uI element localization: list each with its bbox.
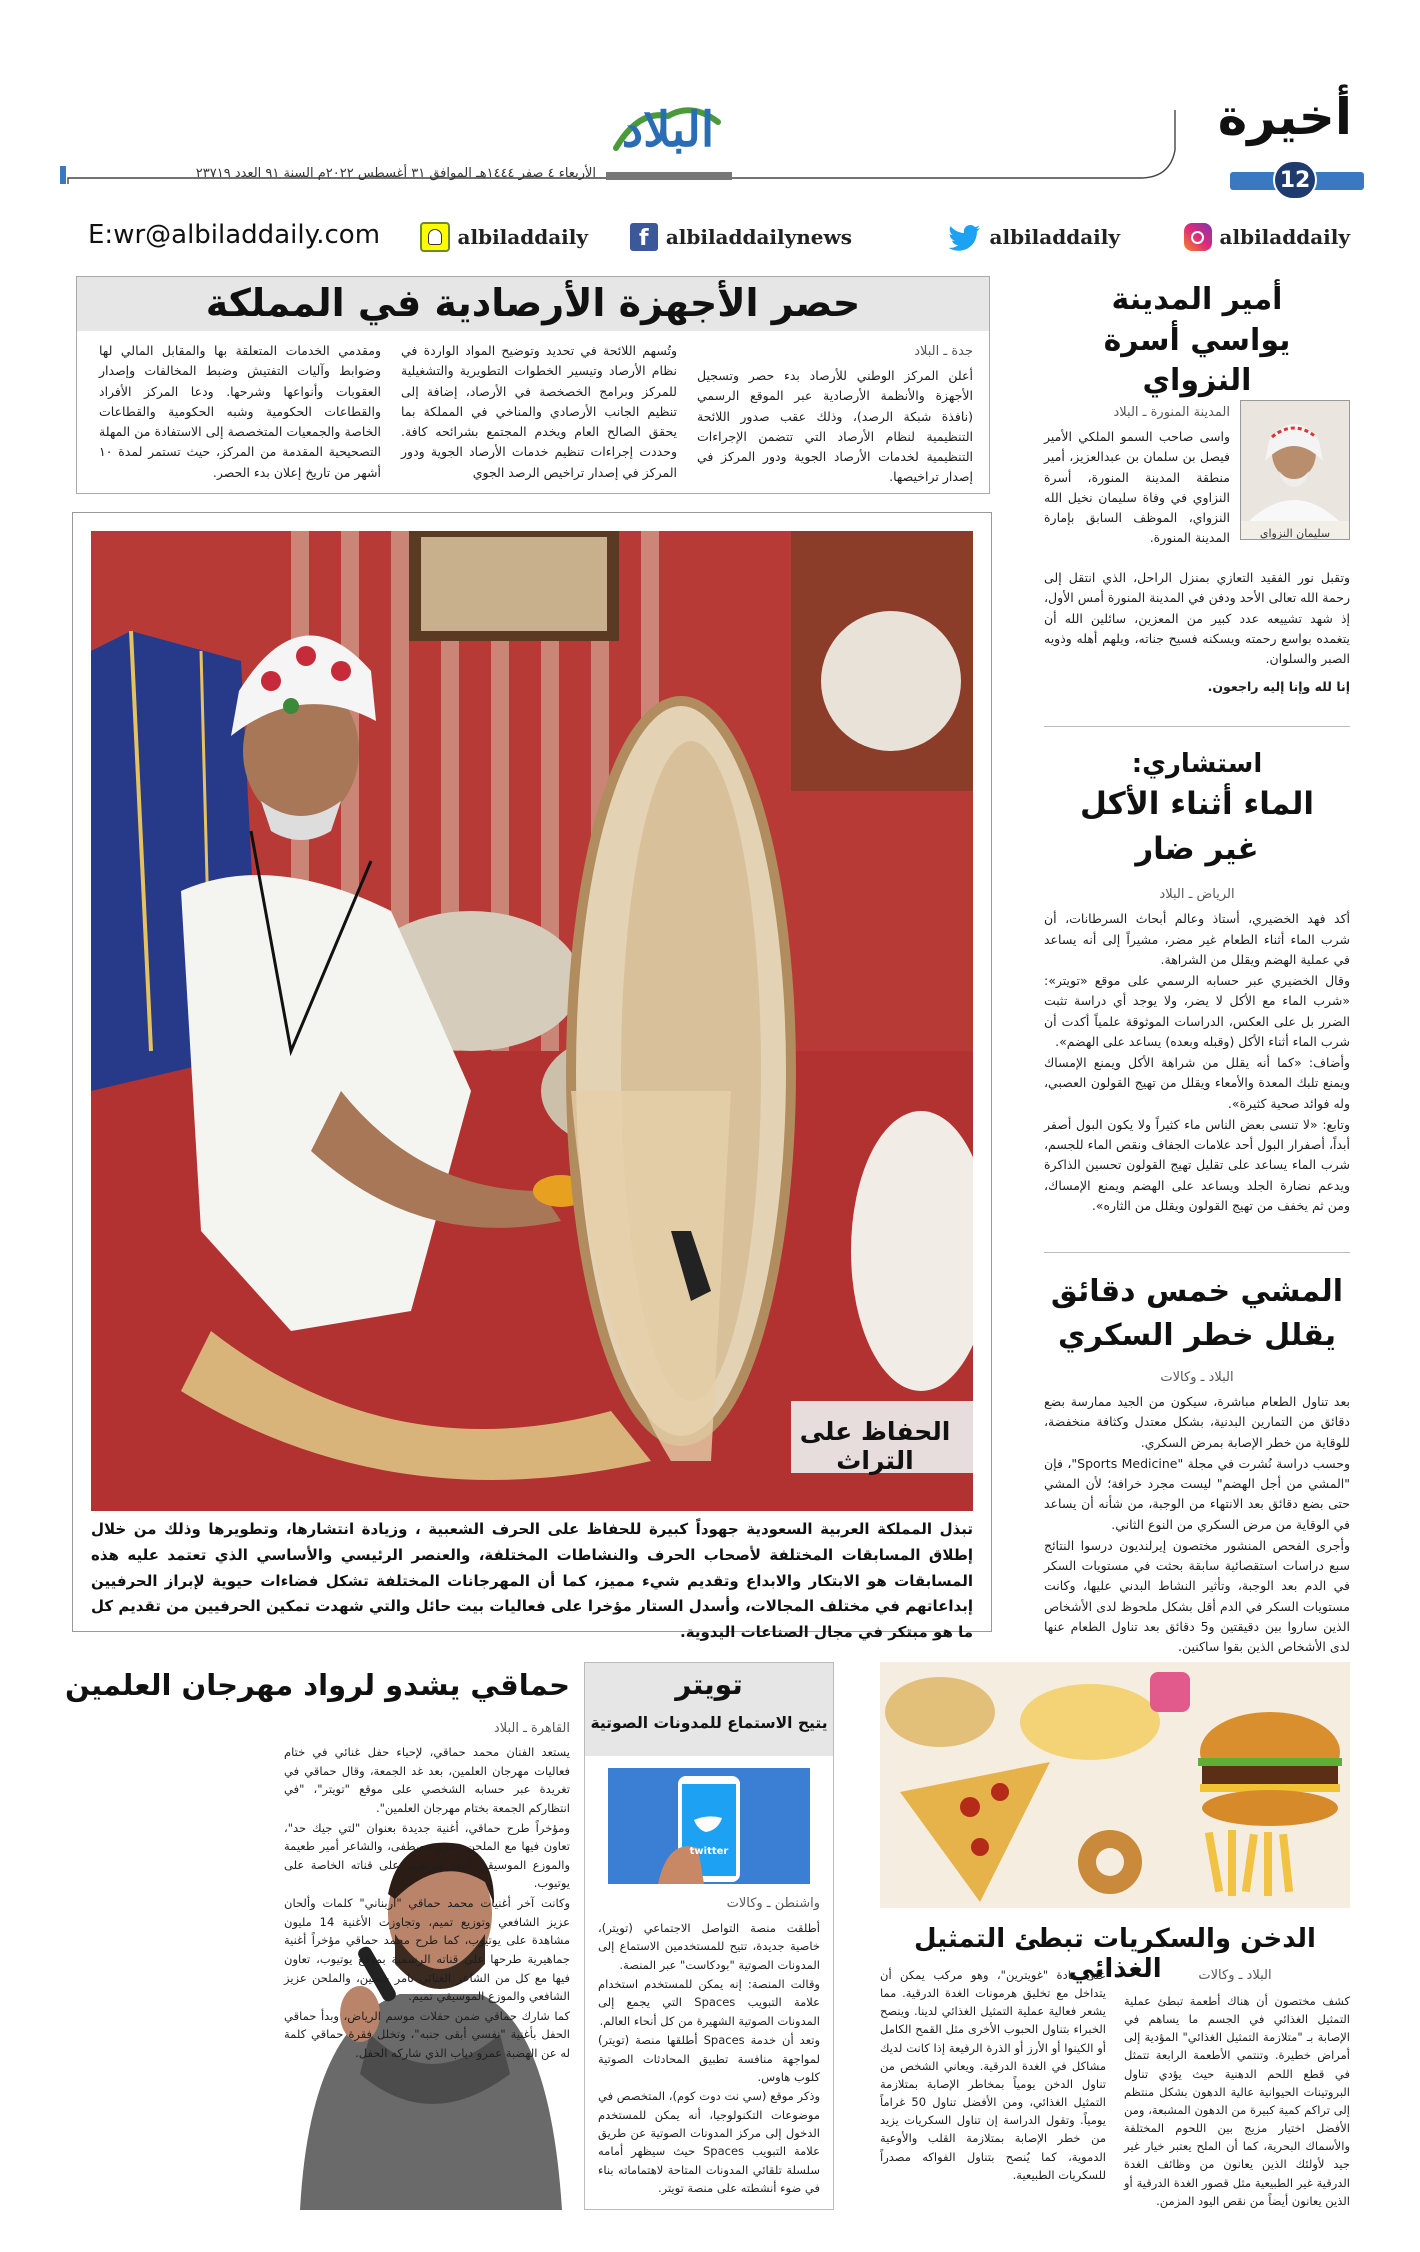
condolence-photo-caption: سليمان النزواي (1259, 527, 1331, 540)
condolence-body-wrap (1044, 402, 1230, 550)
divider (1044, 1252, 1350, 1253)
twitter-story (584, 1662, 834, 2210)
walking-body (1044, 1367, 1350, 1657)
water-headline-2: غير ضار (1135, 831, 1259, 868)
twitter-headline: يتيح الاستماع للمدونات الصوتية (590, 1714, 828, 1732)
walking-headline-2: يقلل خطر السكري (1058, 1317, 1336, 1353)
water-paragraph: أكد فهد الخضيري، أستاذ وعالم أبحاث السرطانات، أن شرب الماء أثناء الطعام غير مضر، مشيراً إلى أنه يساعد في عملية الهضم ويقلل من الشراهة. (1044, 911, 1350, 967)
twitter-dateline: واشنطن ـ وكالات (726, 1896, 820, 1911)
water-kicker: استشاري: (1131, 749, 1263, 779)
instagram-icon (1184, 223, 1212, 251)
twitter-paragraph: أطلقت منصة التواصل الاجتماعي (تويتر)، خاصية جديدة، تتيح للمستخدمين الاستماع إلى المدونات الصوتية "بودكاست" عبر المنصة. (598, 1920, 820, 1972)
feature-overlay-title: الحفاظ على التراث (799, 1417, 951, 1475)
social-bar (0, 212, 1420, 262)
water-body (1044, 884, 1350, 1216)
lead-story (76, 276, 990, 494)
twitter-paragraph: وتعد أن خدمة Spaces أطلقها منصة (تويتر) لمواجهة منافسة تطبيق المحادثات الصوتية كلوب هاوس. (598, 2033, 820, 2084)
condolence-closing: إنا لله وإنا إليه راجعون. (1207, 679, 1350, 695)
logo-text: البلاد (621, 102, 715, 158)
lead-dateline: جدة ـ البلاد (914, 344, 973, 359)
social-facebook[interactable] (630, 220, 852, 254)
concert-paragraph: كما شارك حماقي ضمن حفلات موسم الرياض، وبدأ حماقي الحفل بأغنية "نفسي أبقى جنبه"، وتخلل فقرة حماقي كلمة له عن الهضبة عمرو دياب الذي شاركه الحفل. (284, 2008, 570, 2061)
feature-caption: تبذل المملكة العربية السعودية جهوداً كبيرة للحفاظ على الحرف الشعبية ، وزيادة انتشارها، وتطويرها وذلك من خلال إطلاق المسابقات المختلفة لأصحاب الحرف والنشاطات المختلفة، والعنصر الرئيسي والأساسي الذي تعتمد عليه هذه المسابقات هو الابتكار والابداع وتقديم شيء مميز، كما أن المهرجانات المختلفة تشكل فضاءات حيوية لإبراز الحرفيين إبداعاتهم في مختلف المجالات، وأسدل الستار مؤخرا على فعاليات بيت حائل والتي شهدت تمكين الحرفيين من تقديم كل ما هو مبتكر في مجال الصناعات اليدوية. (91, 1520, 973, 1642)
issue-dateline: الأربعاء ٤ صفر ١٤٤٤هـ الموافق ٣١ أغسطس ٢٠٢٢م السنة ٩١ العدد ٢٣٧١٩ (195, 166, 596, 181)
feature-photo (91, 531, 973, 1511)
walking-dateline: البلاد ـ وكالات (1160, 1370, 1234, 1385)
facebook-handle: albiladdailynews (665, 225, 852, 249)
walking-paragraph: بعد تناول الطعام مباشرة، سيكون من الجيد ممارسة بضع دقائق من التمارين البدنية، بشكل معتدل وكثافة منخفضة، للوقاية من خطر الإصابة بمرض السكري. (1044, 1394, 1350, 1450)
social-twitter[interactable] (948, 220, 1120, 254)
condolence-body-full-text: وتقبل نور الفقيد التعازي بمنزل الراحل، الذي انتقل إلى رحمة الله تعالى الأحد ودفن في المدينة المنورة أمس الأول، إذ شهد تشييعه عدد كبير من المعزين، سائلين الله أن يتغمده بواسع رحمته ويسكنه فسيح جناته، ويلهم أهله وذويه الصبر والسلوان. (1044, 570, 1350, 666)
divider (1044, 726, 1350, 727)
lead-col-2 (401, 341, 677, 484)
social-instagram[interactable] (1184, 220, 1350, 254)
junk-food-image (880, 1662, 1350, 1908)
twitter-photo-label: twitter (689, 1846, 729, 1857)
masthead (0, 0, 1420, 210)
lead-col-1 (697, 341, 973, 489)
water-paragraph: وأضاف: «كما أنه يقلل من شراهة الأكل ويمنع الإمساك ويمنع تلبك المعدة والأمعاء ويقلل من تهيج القولون العصبي، وله فوائد صحية كثيرة». (1044, 1055, 1350, 1111)
craftsman-drum-image (91, 531, 973, 1511)
lead-col-3-text: ومقدمي الخدمات المتعلقة بها والمقابل المالي لها وضوابط وآليات التفتيش وضبط المخالفات وإصدار العقوبات وأنواعها وشرحها. ودعا المركز الأفراد والقطاعات الحكومية وشبه الحكومية والقطاعات الخاصة والجمعيات المتخصصة إلى الاستفادة من المهلة التصحيحية المقدمة من المركز، حيث تستمر لمدة ١٠ أشهر من تاريخ إعلان بدء الحصر. (99, 343, 381, 480)
food-photo (880, 1662, 1350, 1908)
concert-headline: حماقي يشدو لرواد مهرجان العلمين (65, 1668, 570, 1702)
concert-story (65, 1662, 570, 2210)
water-dateline: الرياض ـ البلاد (1159, 887, 1235, 903)
concert-paragraph: يستعد الفنان محمد حماقي، لإحياء حفل غنائي في ختام فعاليات مهرجان العلمين، بعد غد الجمعة، وقال حماقي في تغريدة عبر حسابه الشخصي على موقع "تويتر"، "في انتظاركم الجمعة بختام مهرجان العلمين". (284, 1745, 570, 1815)
walking-story (1044, 1270, 1350, 1655)
snapchat-icon (420, 222, 450, 252)
metabolism-col-left: على مادة "غويترين"، وهو مركب يمكن أن يتداخل مع تخليق هرمونات الغدة الدرقية. مما يشعر فعالية عملية التمثيل الغذائي لدينا. وينصح الخبراء بتناول الحبوب الأخرى مثل القمح الكامل أو الكينوا أو الأرز أو الذرة الرفيعة إذا كانت لديك مشاكل في الغدة الدرقية. ويعاني الشخص من تناول الدخن يومياً بمخاطر الإصابة بمتلازمة التمثيل الغذائي، ومن الأفضل تناول 50 غراماً يومياً. وتقول الدراسة إن تناول السكريات يزيد من خطر الإصابة بمتلازمة القلب والأوعية الدموية، كما يُنصح بتناول الفواكه مصدراً للسكريات الطبيعية. (880, 1968, 1106, 2182)
walking-headline-1: المشي خمس دقائق (1050, 1274, 1344, 1309)
twitter-handle: albiladdaily (989, 225, 1120, 249)
snapchat-handle: albiladdaily (457, 225, 588, 249)
instagram-handle: albiladdaily (1219, 225, 1350, 249)
concert-dateline: القاهرة ـ البلاد (493, 1721, 570, 1736)
email-address[interactable]: E:wr@albiladdaily.com (88, 220, 381, 250)
metabolism-story (880, 1662, 1350, 2210)
portrait-image (1240, 401, 1349, 521)
water-paragraph: وقال الخضيري عبر حسابه الرسمي على موقع «تويتر»: «شرب الماء مع الأكل لا يضر، ولا يوجد أي دراسة تثبت الضرر بل على العكس، الدراسات الموثوقة علمياً أكدت أن شرب الماء أثناء الأكل (وقبله وبعده) يساعد على الهضم». (1044, 973, 1350, 1049)
condolence-story (1044, 280, 1350, 710)
metabolism-dateline: البلاد ـ وكالات (1198, 1968, 1272, 1983)
concert-paragraph: ومؤخراً طرح حماقي، أغنية جديدة بعنوان "لتي جيك حد"، تعاون فيها مع الملحن عمرو مصطفى، والشاعر أمير طعيمة والموزع الموسيقي أحمد إبراهيم، على قناته الخاصة على يوتيوب. (284, 1820, 570, 1891)
concert-paragraph: وكانت آخر أغنيات محمد حماقي "أربناني" كلمات وألحان عزيز الشافعي وتوزيع تميم، وتجاوزت الأغنية 14 مليون مشاهدة على يوتيوب، كما طرح محمد حماقي مؤخراً أغنية جماهيرية طرحها على قناته الرسمية بموقع يوتيوب، تعاون فيها مع كل من الشاعر الغنائي تامر حسين، والملحن عزيز الشافعي والموزع الموسيقي تميم. (284, 1896, 570, 2004)
condolence-dateline: المدينة المنورة ـ البلاد (1113, 405, 1230, 420)
condolence-headline-1: أمير المدينة (1111, 282, 1283, 317)
metabolism-col-right: كشف مختصون أن هناك أطعمة تبطئ عملية التمثيل الغذائي في الجسم ما يساهم في الإصابة بـ "متلازمة التمثيل الغذائي" المؤدية إلى أمراض خطيرة. وتنتمي الأطعمة الرابعة تتمثل في قطع اللحم الدهنية حيث يؤدي تناول البروتينات الحيوانية عالية الدهون بشكل منتظم إلى تراكم كمية كبيرة من الدهون المشبعة، ومن الأفضل اختيار مزيج بين اللحوم المختلفة والأسماك البحرية، كما أن الملح يعتبر خيار غير جيد لأولئك الذين يعانون من وظائف الغدة الدرقية غير الطبيعية مثل قصور الغدة الدرقية أو الذين يعانون أيضاً من نقص اليود المزمن. (1124, 1994, 1350, 2208)
lead-col-2-text: وتُسهم اللائحة في تحديد وتوضيح المواد الواردة في نظام الأرصاد وتيسير الخطوات التطويرية والتشغيلية للمركز وبرامج الخصخصة في الأرصاد، إضافة إلى تنظيم الجانب الأرصادي والمناخي في المملكة بما يحقق الصالح العام ويخدم المجتمع بشرائحه كافة. وحددت إجراءات تنظيم خدمات الأرصاد الجوية ودور المركز في إصدار تراخيص الرصد الجوي (401, 343, 677, 480)
water-paragraph: وتابع: «لا تنسى بعض الناس ماء كثيراً ولا يكون البول أصفر أبداً، أصفرار البول أحد علامات الجفاف ونقص الماء للجسم، شرب الماء يساعد على تقليل تهيج القولون تحسين الذاكرة ويدعم نضارة الجلد ويساعد على الهضم ويمنع الإمساك، ومن ثم يخفف من تهيج القولون ويقلل من الثاره». (1044, 1116, 1350, 1213)
walking-paragraph: وحسب دراسة نُشرت في مجلة "Sports Medicine"، فإن "المشي من أجل الهضم" ليست مجرد خرافة؛ لأن المشي حتى بضع دقائق بعد الانتهاء من الوجبة، من شأنه أن يساعد في الوقاية من مرض السكري من النوع الثاني. (1044, 1455, 1350, 1532)
condolence-body-full (1044, 568, 1350, 699)
twitter-kicker: تويتر (675, 1668, 743, 1701)
lead-col-1-text: أعلن المركز الوطني للأرصاد بدء حصر وتسجيل الأجهزة والأنظمة الأرصادية عبر الموقع الرسمي (نافذة شبكة الرصد)، وذلك عقب صدور اللائحة التنظيمية لنظام الأرصاد التي تتضمن الإجراءات التنظيمية لخدمات الأرصاد الجوية ودور المركز في إصدار تراخيصها. (697, 368, 973, 485)
twitter-box-border (584, 1662, 834, 2210)
condolence-headline-2: يواسي أسرة النزواي (1103, 322, 1291, 398)
walking-paragraph: وأجرى الفحص المنشور مختصون إيرلنديون درسوا النتائج سبع دراسات استقصائية سابقة بحثت في مستويات السكر في الدم بعد الوجبة، وتأثير النشاط البدني عليها، وكانت مستويات السكر في الدم أقل بشكل ملحوظ لدى الأشخاص الذين ساروا بين دقيقتين و5 دقائق بعد تناول الطعام عنها لدى الأشخاص الذين بقوا ساكنين. (1044, 1537, 1350, 1655)
lead-col-3 (99, 341, 381, 484)
water-headline-1: الماء أثناء الأكل (1080, 786, 1314, 823)
water-story (1044, 746, 1350, 1256)
condolence-photo (1240, 400, 1350, 540)
metabolism-headline: الدخن والسكريات تبطئ التمثيل الغذائي (914, 1924, 1316, 1984)
social-snapchat[interactable] (420, 220, 588, 254)
twitter-paragraph: وقالت المنصة: إنه يمكن للمستخدم استخدام علامة التبويب Spaces التي يجمع إلى المدونات الصوتية الشهيرة من كل أنحاء العالم. (598, 1976, 820, 2028)
section-title: أخيرة (1217, 88, 1352, 146)
condolence-body-wrap-text: واسى صاحب السمو الملكي الأمير فيصل بن سلمان بن عبدالعزيز، أمير منطقة المدينة المنورة، أسرة النزاوي في وفاة سليمان نخيل الله النزواي، الموظف السابق بإمارة المدينة المنورة. (1044, 429, 1230, 546)
feature-photo-frame (72, 512, 992, 1642)
concert-body (80, 1718, 570, 2064)
lead-headline: حصر الأجهزة الأرصادية في المملكة (205, 281, 861, 325)
facebook-icon: f (630, 223, 658, 251)
logo (598, 92, 738, 184)
page-number: 12 (1273, 160, 1317, 200)
twitter-icon (948, 223, 982, 251)
twitter-paragraph: وذكر موقع (سي نت دوت كوم)، المتخصص في موضوعات التكنولوجيا، أنه يمكن للمستخدم الدخول إلى مركز المدونات الصوتية عن طريق علامة التبويب Spaces حيث سيظهر أمامه سلسلة تلقائي المدونات المتاحة لاهتماماته بناء في ضوء أنشطته على منصة تويتر. (598, 2089, 820, 2196)
